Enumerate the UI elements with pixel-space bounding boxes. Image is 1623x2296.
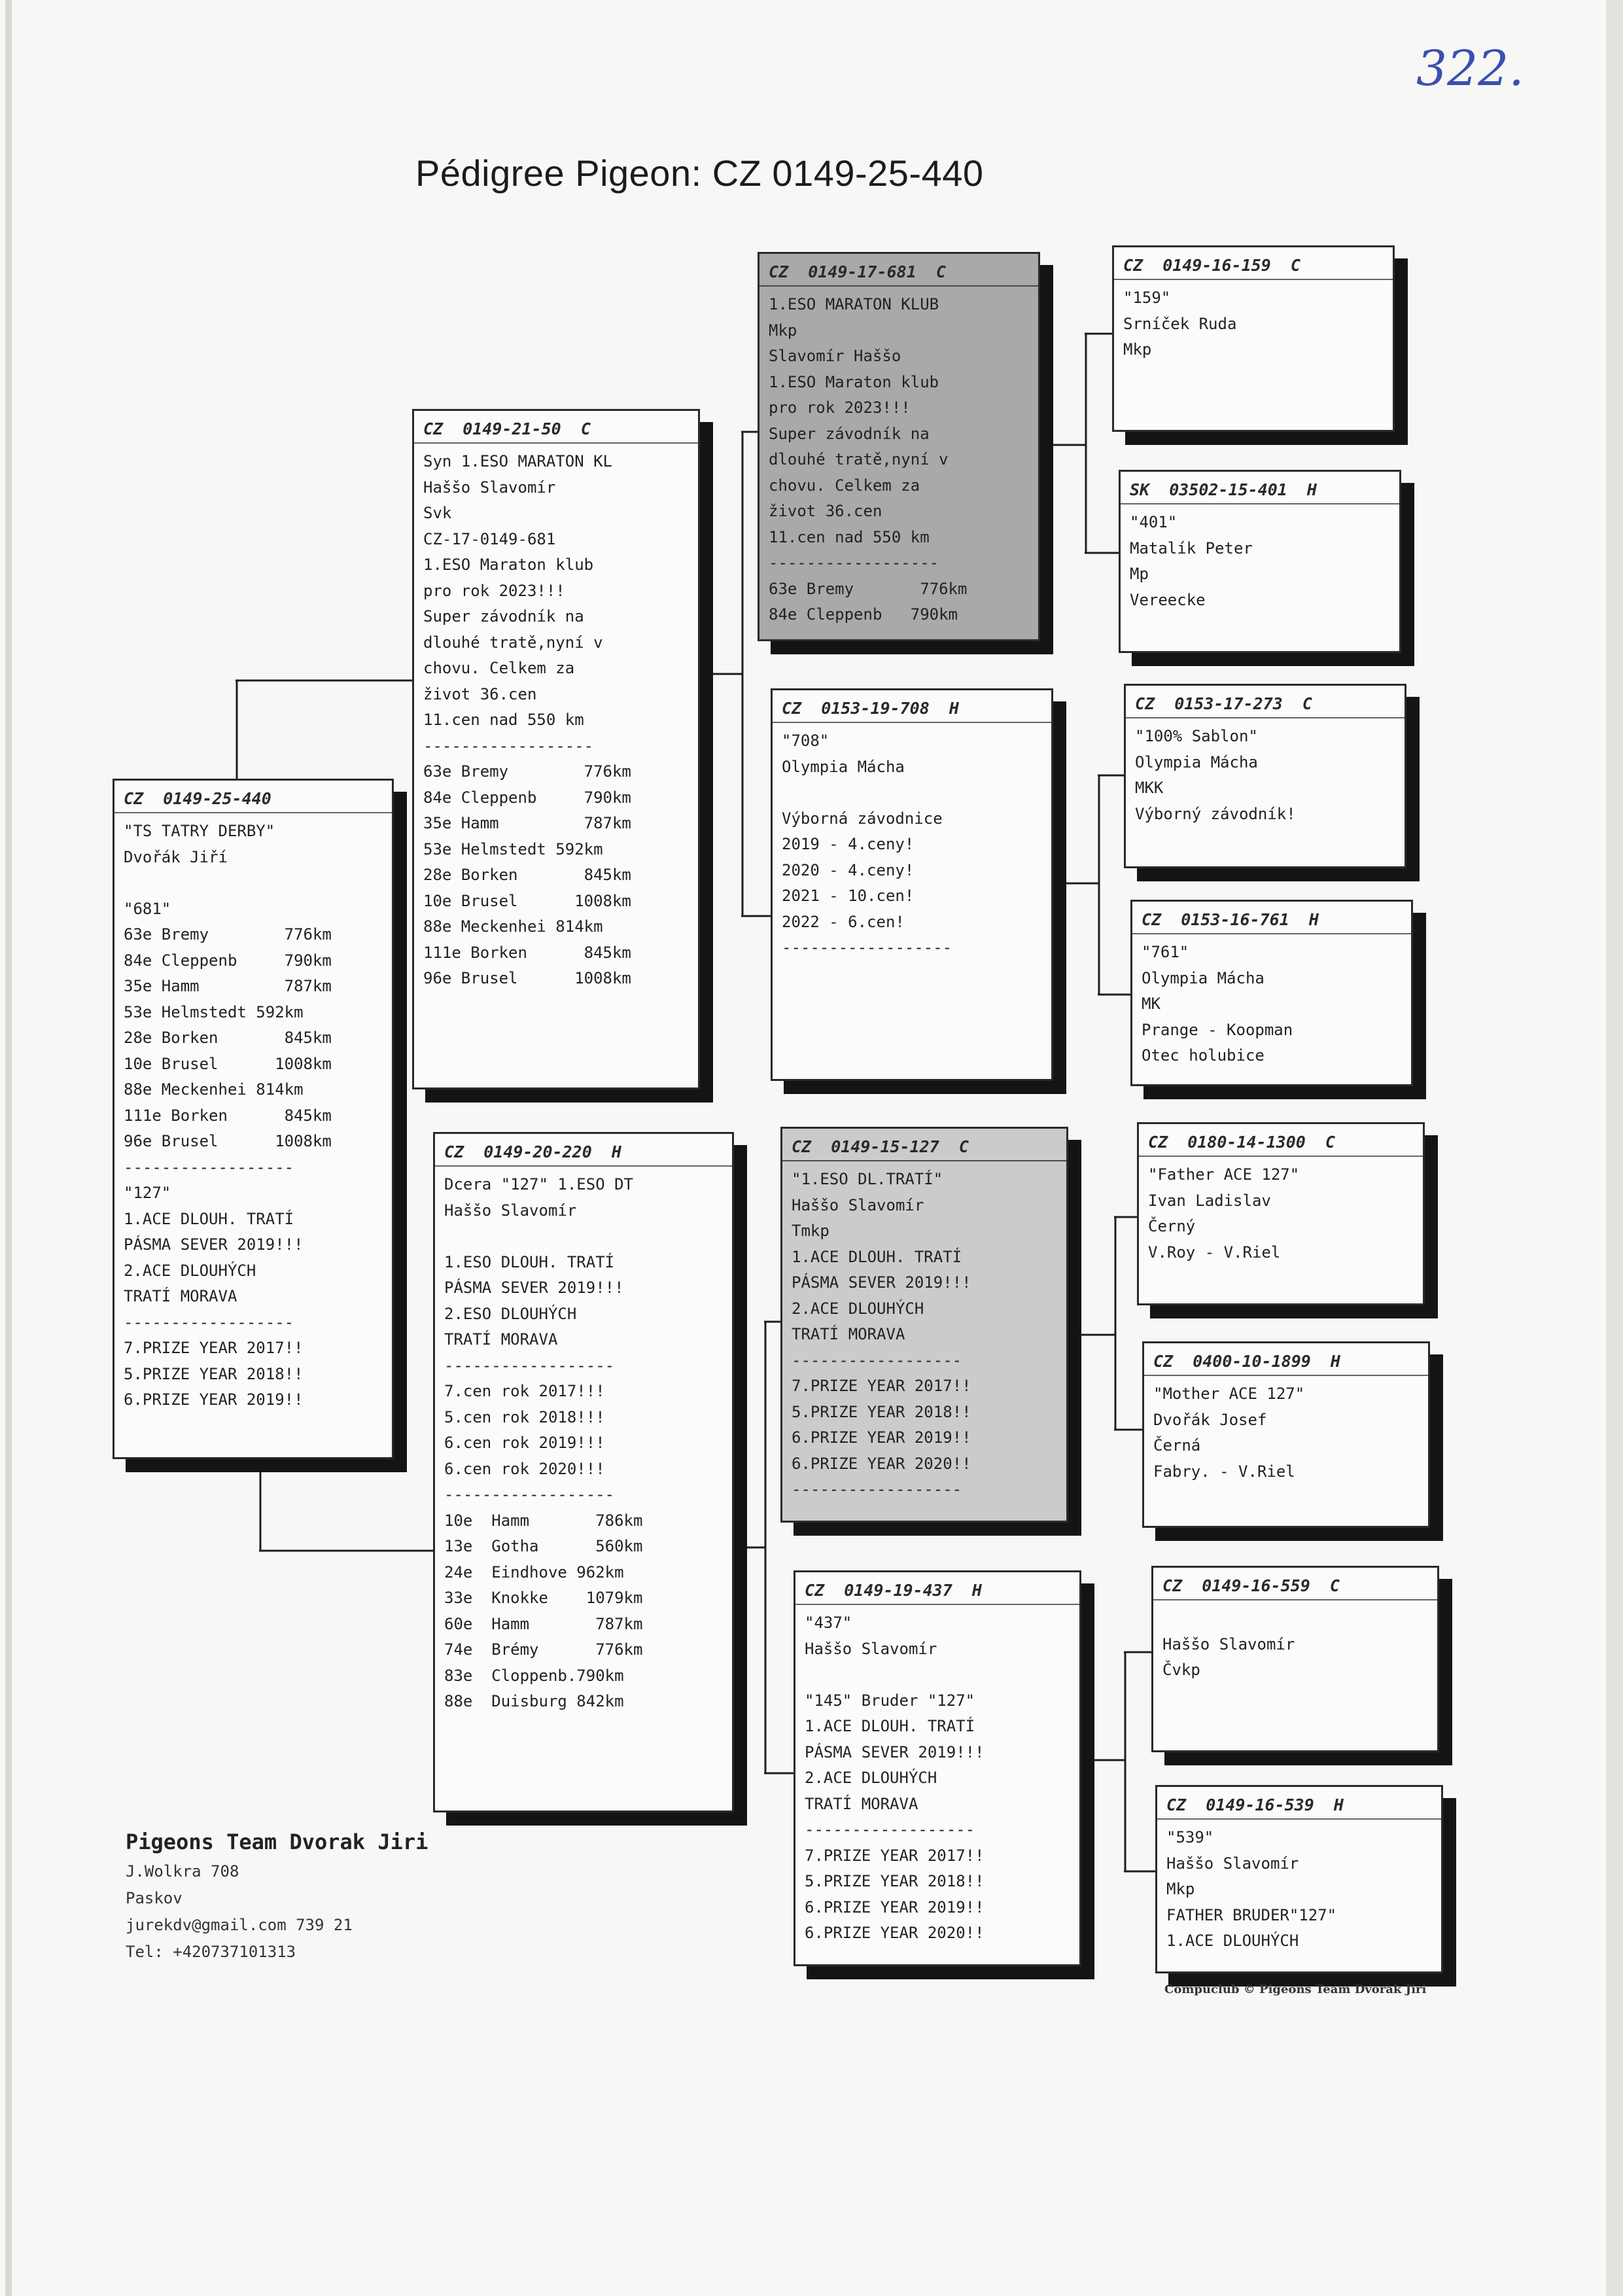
box-line: 83e Cloppenb.790km — [444, 1666, 624, 1685]
box-line: "761" — [1142, 943, 1189, 961]
pedigree-box-subject — [113, 779, 394, 1459]
pedigree-box-sire-sire — [758, 252, 1040, 641]
box-line: 96e Brusel 1008km — [423, 969, 631, 987]
box-line: 60e Hamm 787km — [444, 1614, 643, 1633]
box-line: Haššo Slavomír — [1162, 1634, 1295, 1653]
pedigree-box-dds — [1151, 1566, 1439, 1752]
box-line: Srníček Ruda — [1123, 314, 1237, 333]
box-line: 88e Duisburg 842km — [444, 1692, 624, 1710]
box-line: Haššo Slavomír — [1166, 1854, 1299, 1873]
box-line: Mkp — [1123, 340, 1152, 359]
box-line: Mp — [1130, 565, 1149, 583]
ring-number: CZ 0149-16-159 C — [1114, 253, 1393, 280]
pedigree-box-sire-dam — [771, 688, 1053, 1081]
box-line: Syn 1.ESO MARATON KL — [423, 452, 612, 470]
pedigree-box-dss — [1137, 1122, 1425, 1305]
box-line: MKK — [1135, 779, 1164, 797]
box-line: CZ-17-0149-681 — [423, 529, 556, 548]
box-line: 74e Brémy 776km — [444, 1640, 643, 1659]
box-line: 13e Gotha 560km — [444, 1537, 643, 1555]
ring-number: CZ 0149-17-681 C — [759, 259, 1038, 287]
box-line: TRATÍ MORAVA — [792, 1325, 905, 1343]
pedigree-box-dam-sire — [780, 1127, 1068, 1523]
box-line: Dvořák Josef — [1153, 1410, 1267, 1429]
box-line: "100% Sablon" — [1135, 727, 1258, 745]
box-line: V.Roy - V.Riel — [1148, 1243, 1281, 1262]
box-line: Tmkp — [792, 1222, 829, 1240]
box-line: 88e Meckenhei 814km — [124, 1080, 304, 1099]
box-line: "539" — [1166, 1828, 1214, 1846]
ring-number: CZ 0149-21-50 C — [414, 416, 698, 444]
box-line: 7.PRIZE YEAR 2017!! — [792, 1377, 971, 1395]
box-line: 35e Hamm 787km — [124, 977, 332, 995]
ring-number: CZ 0149-16-539 H — [1157, 1792, 1441, 1820]
box-line: ------------------ — [782, 938, 952, 957]
box-line: 2.ESO DLOUHÝCH — [444, 1304, 577, 1323]
box-line: "127" — [124, 1184, 171, 1202]
box-line: 6.PRIZE YEAR 2019!! — [124, 1390, 304, 1409]
box-line: 6.cen rok 2020!!! — [444, 1459, 605, 1478]
box-line: ------------------ — [792, 1480, 962, 1498]
box-line: ------------------ — [769, 554, 939, 572]
box-line: 5.PRIZE YEAR 2018!! — [792, 1402, 971, 1421]
breeder-contact — [126, 1826, 428, 1966]
box-line: Dvořák Jiří — [124, 847, 228, 866]
box-line: 63e Bremy 776km — [124, 925, 332, 944]
box-line: Haššo Slavomír — [444, 1201, 577, 1220]
box-line: "401" — [1130, 513, 1178, 531]
box-lines — [782, 728, 1042, 961]
box-line: 28e Borken 845km — [124, 1029, 332, 1047]
box-lines — [792, 1167, 1057, 1503]
box-line: 2022 - 6.cen! — [782, 912, 905, 931]
box-line: Výborný závodník! — [1135, 804, 1296, 823]
box-line: Super závodník na — [769, 424, 930, 443]
box-line: 5.PRIZE YEAR 2018!! — [805, 1872, 985, 1890]
pedigree-box-sss — [1112, 245, 1395, 432]
box-line — [444, 1224, 723, 1250]
box-line: Otec holubice — [1142, 1046, 1265, 1065]
breeder-email: jurekdv@gmail.com 739 21 — [126, 1916, 353, 1934]
box-line: 7.PRIZE YEAR 2017!! — [124, 1339, 304, 1357]
ring-number: CZ 0153-19-708 H — [773, 696, 1051, 723]
box-line: Prange - Koopman — [1142, 1020, 1293, 1039]
box-line: 10e Brusel 1008km — [124, 1054, 332, 1073]
box-line: 2.ACE DLOUHÝCH — [124, 1261, 256, 1280]
box-line: 53e Helmstedt 592km — [124, 1002, 304, 1021]
box-line: 35e Hamm 787km — [423, 814, 631, 832]
box-line: 1.ESO MARATON KLUB — [769, 295, 939, 313]
box-line: 63e Bremy 776km — [423, 762, 631, 781]
box-line: "145" Bruder "127" — [805, 1691, 975, 1710]
box-line: Haššo Slavomír — [423, 478, 556, 497]
box-line: "1.ESO DL.TRATÍ" — [792, 1170, 943, 1188]
box-line: Fabry. - V.Riel — [1153, 1462, 1295, 1481]
box-line: Olympia Mácha — [782, 757, 905, 776]
box-line: PÁSMA SEVER 2019!!! — [792, 1273, 971, 1292]
box-line: 10e Hamm 786km — [444, 1511, 643, 1530]
box-line: 88e Meckenhei 814km — [423, 917, 603, 936]
box-line: dlouhé tratě,nyní v — [769, 450, 949, 468]
box-line: 1.ACE DLOUH. TRATÍ — [792, 1247, 962, 1266]
box-line: 6.PRIZE YEAR 2020!! — [792, 1454, 971, 1473]
box-line: ------------------ — [124, 1157, 294, 1176]
ring-number: CZ 0400-10-1899 H — [1144, 1349, 1428, 1376]
box-line: Ivan Ladislav — [1148, 1191, 1271, 1210]
box-line: FATHER BRUDER"127" — [1166, 1905, 1337, 1924]
box-line: 33e Knokke 1079km — [444, 1589, 643, 1607]
box-line — [805, 1662, 1070, 1688]
software-credit: Compuclub © Pigeons Team Dvorak Jiri — [1164, 1983, 1427, 1996]
box-line: život 36.cen — [423, 684, 537, 703]
box-line: Haššo Slavomír — [805, 1639, 937, 1658]
ring-number: CZ 0180-14-1300 C — [1139, 1129, 1423, 1157]
box-line: PÁSMA SEVER 2019!!! — [805, 1742, 985, 1761]
box-line: 7.PRIZE YEAR 2017!! — [805, 1846, 985, 1865]
box-line: 53e Helmstedt 592km — [423, 839, 603, 858]
box-line: Černá — [1153, 1436, 1201, 1455]
box-lines — [423, 449, 689, 992]
box-line: Matalík Peter — [1130, 539, 1253, 557]
box-line: 1.ACE DLOUH. TRATÍ — [124, 1209, 294, 1228]
box-line: Svk — [423, 504, 452, 522]
box-line: Výborná závodnice — [782, 809, 943, 828]
breeder-phone: Tel: +420737101313 — [126, 1943, 296, 1961]
box-line: život 36.cen — [769, 502, 882, 520]
box-line: 2.ACE DLOUHÝCH — [805, 1769, 937, 1787]
ring-number: CZ 0153-17-273 C — [1126, 691, 1405, 718]
pedigree-box-ddd — [1155, 1785, 1443, 1973]
box-line: 7.cen rok 2017!!! — [444, 1382, 605, 1400]
box-line: 11.cen nad 550 km — [423, 711, 584, 729]
box-line: PÁSMA SEVER 2019!!! — [444, 1279, 624, 1297]
box-line: 1.ESO Maraton klub — [769, 372, 939, 391]
pedigree-box-dam — [433, 1132, 734, 1812]
box-lines — [769, 292, 1029, 628]
box-lines — [124, 819, 383, 1413]
ring-number: CZ 0149-15-127 C — [782, 1134, 1066, 1161]
box-line: 63e Bremy 776km — [769, 579, 968, 598]
box-line: ------------------ — [423, 736, 594, 755]
ring-number: CZ 0149-20-220 H — [435, 1139, 732, 1167]
ring-number: CZ 0149-25-440 — [114, 786, 392, 813]
box-line: Slavomír Haššo — [769, 347, 901, 365]
box-line: 2021 - 10.cen! — [782, 887, 915, 905]
box-line: Dcera "127" 1.ESO DT — [444, 1175, 633, 1193]
box-line: Černý — [1148, 1217, 1196, 1235]
box-line: 1.ACE DLOUH. TRATÍ — [805, 1717, 975, 1735]
box-line: pro rok 2023!!! — [423, 581, 565, 600]
pedigree-box-sire — [412, 409, 700, 1089]
box-line: dlouhé tratě,nyní v — [423, 633, 603, 652]
box-line: 84e Cleppenb 790km — [124, 951, 332, 970]
pedigree-box-sds — [1124, 684, 1406, 868]
box-line: 2019 - 4.ceny! — [782, 835, 915, 853]
box-line: 1.ESO Maraton klub — [423, 556, 594, 574]
box-line: Olympia Mácha — [1135, 752, 1258, 771]
box-line: ------------------ — [792, 1351, 962, 1369]
box-line: 1.ESO DLOUH. TRATÍ — [444, 1252, 615, 1271]
handwritten-page-number: 322. — [1416, 41, 1524, 97]
pedigree-box-dsd — [1142, 1341, 1430, 1528]
box-line: 5.cen rok 2018!!! — [444, 1407, 605, 1426]
box-line: pro rok 2023!!! — [769, 398, 911, 417]
box-lines — [444, 1172, 723, 1715]
box-line: "TS TATRY DERBY" — [124, 822, 275, 840]
box-line: ------------------ — [124, 1313, 294, 1332]
box-line: "159" — [1123, 289, 1171, 307]
box-line: 11.cen nad 550 km — [769, 527, 930, 546]
box-line: "708" — [782, 732, 829, 750]
ring-number: CZ 0149-19-437 H — [795, 1578, 1079, 1605]
box-line: "437" — [805, 1614, 852, 1632]
box-line: 84e Cleppenb 790km — [423, 788, 631, 807]
box-line: TRATÍ MORAVA — [805, 1794, 918, 1813]
box-line: 10e Brusel 1008km — [423, 891, 631, 910]
box-line: "681" — [124, 899, 171, 918]
box-line: 6.cen rok 2019!!! — [444, 1434, 605, 1452]
ring-number: CZ 0153-16-761 H — [1132, 907, 1411, 934]
box-line: 2.ACE DLOUHÝCH — [792, 1299, 924, 1318]
box-line: 111e Borken 845km — [423, 943, 631, 962]
box-line: PÁSMA SEVER 2019!!! — [124, 1235, 304, 1254]
box-line: 84e Cleppenb 790km — [769, 605, 958, 624]
ring-number: SK 03502-15-401 H — [1121, 477, 1399, 504]
box-line: 111e Borken 845km — [124, 1106, 332, 1125]
box-line: TRATÍ MORAVA — [444, 1330, 558, 1349]
box-line: Čvkp — [1162, 1661, 1200, 1679]
box-line: 2020 - 4.ceny! — [782, 860, 915, 879]
ring-number: CZ 0149-16-559 C — [1153, 1573, 1437, 1600]
pedigree-box-sdd — [1130, 900, 1413, 1086]
box-line: "Mother ACE 127" — [1153, 1385, 1305, 1403]
page-title: Pédigree Pigeon: CZ 0149-25-440 — [415, 152, 984, 194]
box-line: ------------------ — [444, 1356, 615, 1375]
pedigree-box-ssd — [1119, 470, 1401, 653]
box-line — [1162, 1606, 1428, 1632]
box-line — [124, 870, 383, 896]
box-line: 6.PRIZE YEAR 2020!! — [805, 1924, 985, 1942]
box-line: 6.PRIZE YEAR 2019!! — [792, 1428, 971, 1447]
box-line: 1.ACE DLOUHÝCH — [1166, 1932, 1299, 1950]
breeder-address-line: J.Wolkra 708 — [126, 1862, 239, 1881]
pedigree-box-dam-dam — [794, 1570, 1081, 1966]
breeder-address-line: Paskov — [126, 1889, 183, 1907]
box-line — [782, 780, 1042, 806]
box-line: chovu. Celkem za — [423, 659, 575, 677]
box-line: chovu. Celkem za — [769, 476, 920, 495]
box-line: TRATÍ MORAVA — [124, 1287, 237, 1305]
box-line: 96e Brusel 1008km — [124, 1132, 332, 1150]
box-line: 5.PRIZE YEAR 2018!! — [124, 1364, 304, 1383]
box-line: Olympia Mácha — [1142, 968, 1265, 987]
box-line: 24e Eindhove 962km — [444, 1563, 624, 1581]
box-line: MK — [1142, 995, 1161, 1013]
box-line: Vereecke — [1130, 590, 1206, 609]
box-line: Super závodník na — [423, 607, 584, 626]
box-line: Haššo Slavomír — [792, 1195, 924, 1214]
box-line: 6.PRIZE YEAR 2019!! — [805, 1898, 985, 1916]
box-lines — [805, 1610, 1070, 1947]
box-line: ------------------ — [444, 1485, 615, 1504]
box-line: 28e Borken 845km — [423, 866, 631, 884]
breeder-name: Pigeons Team Dvorak Jiri — [126, 1829, 428, 1854]
box-line: "Father ACE 127" — [1148, 1165, 1300, 1184]
box-line: Mkp — [1166, 1880, 1195, 1898]
box-line: ------------------ — [805, 1820, 975, 1839]
box-line: Mkp — [769, 321, 797, 340]
